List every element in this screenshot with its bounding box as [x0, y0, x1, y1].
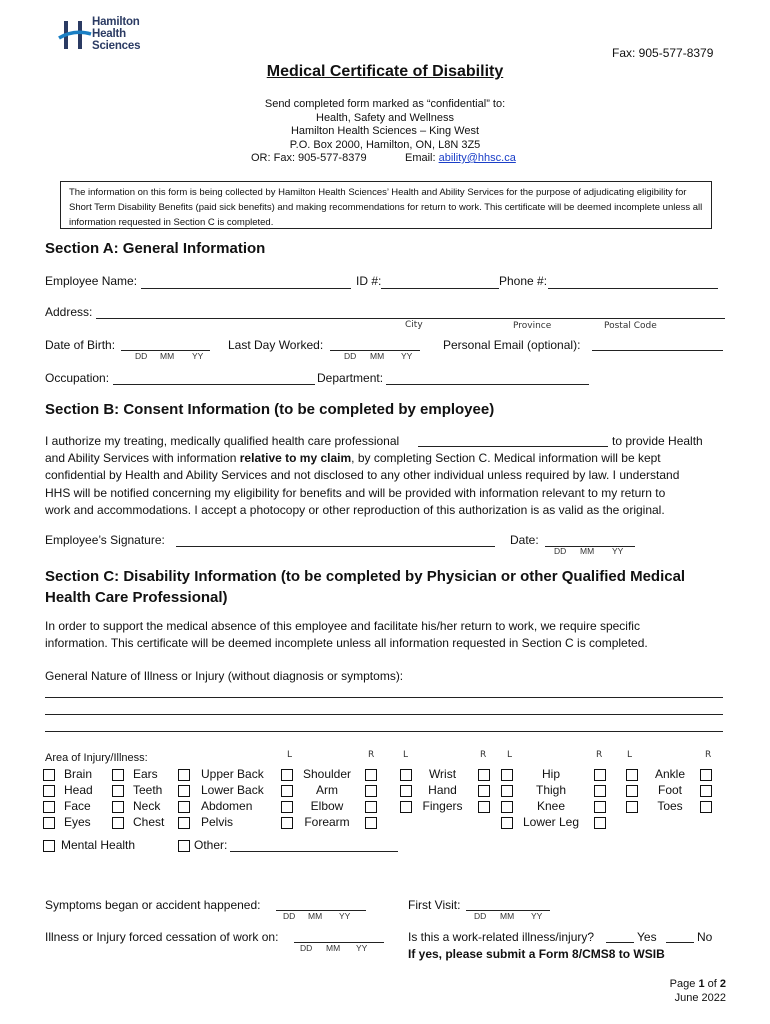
mental-health-label: Mental Health	[61, 838, 136, 852]
neck-label: Neck	[133, 799, 161, 813]
wrist-right-checkbox[interactable]	[478, 769, 490, 781]
send-address	[0, 98, 770, 152]
toes-label: Toes	[657, 799, 683, 813]
knee-label: Knee	[536, 799, 566, 813]
page-current: 1	[698, 978, 705, 990]
lower-leg-right-checkbox[interactable]	[594, 817, 606, 829]
first-visit-label: First Visit:	[408, 898, 461, 912]
ears-checkbox[interactable]	[112, 769, 124, 781]
hand-label: Hand	[428, 783, 457, 797]
cessation-mm: MM	[326, 943, 341, 953]
phone-label: Phone #:	[499, 274, 548, 288]
head-checkbox[interactable]	[43, 785, 55, 797]
consent-dd: DD	[554, 546, 567, 556]
occupation-field[interactable]	[113, 384, 315, 385]
lower-back-checkbox[interactable]	[178, 785, 190, 797]
send-line2: Health, Safety and Wellness	[316, 111, 454, 124]
section-c-intro2: information. This certificate will be deemed incomplete unless all information requested in Section C is completed.	[45, 636, 648, 650]
signature-field[interactable]	[176, 546, 495, 547]
page-number	[670, 978, 726, 990]
pelvis-label: Pelvis	[201, 815, 234, 829]
face-label: Face	[64, 799, 91, 813]
department-label: Department:	[317, 371, 384, 385]
dob-dd: DD	[135, 351, 148, 361]
consent-date-label: Date:	[510, 533, 539, 547]
section-b-title: Section B: Consent Information (to be completed by employee)	[45, 401, 495, 418]
abdomen-checkbox[interactable]	[178, 801, 190, 813]
foot-label: Foot	[657, 783, 682, 797]
teeth-checkbox[interactable]	[112, 785, 124, 797]
symptoms-dd: DD	[283, 911, 296, 921]
send-line4: P.O. Box 2000, Hamilton, ON, L8N 3Z5	[289, 138, 481, 151]
hip-right-checkbox[interactable]	[594, 769, 606, 781]
consent-p2c: , by completing Section C. Medical information will be kept	[351, 451, 661, 465]
page-of: of	[707, 978, 717, 990]
fingers-label: Fingers	[422, 799, 463, 813]
consent-yy: YY	[612, 546, 624, 556]
cessation-label: Illness or Injury forced cessation of work on:	[45, 930, 279, 944]
consent-mm: MM	[580, 546, 595, 556]
eyes-checkbox[interactable]	[43, 817, 55, 829]
consent-p1b: to provide Health	[612, 434, 703, 448]
employee-name-label: Employee Name:	[45, 274, 138, 288]
send-line1: Send completed form marked as “confidential” to:	[264, 98, 506, 110]
wrist-right-header: R	[480, 750, 487, 760]
toes-right-checkbox[interactable]	[700, 801, 712, 813]
arm-left-checkbox[interactable]	[281, 785, 293, 797]
chest-label: Chest	[133, 815, 165, 829]
ankle-right-checkbox[interactable]	[700, 769, 712, 781]
consent-p2a: and Ability Services with information	[45, 451, 237, 465]
ankle-left-checkbox[interactable]	[626, 769, 638, 781]
id-label: ID #:	[356, 274, 382, 288]
logo-line3: Sciences	[92, 40, 141, 52]
email-link[interactable]: ability@hhsc.ca	[438, 152, 516, 164]
last-day-dd: DD	[344, 351, 357, 361]
page-prefix: Page	[669, 978, 696, 990]
hip-right-header: R	[596, 750, 603, 760]
section-c-title-line1: Section C: Disability Information (to be completed by Physician or other Qualified Medical	[45, 568, 686, 585]
elbow-label: Elbow	[310, 799, 344, 813]
wsib-instruction: If yes, please submit a Form 8/CMS8 to WSIB	[408, 947, 665, 961]
work-related-no-label: No	[697, 930, 713, 944]
chest-checkbox[interactable]	[112, 817, 124, 829]
fingers-left-checkbox[interactable]	[400, 801, 412, 813]
lower-back-label: Lower Back	[201, 783, 264, 797]
shoulder-left-checkbox[interactable]	[281, 769, 293, 781]
area-label: Area of Injury/Illness:	[45, 752, 148, 764]
fax-number: Fax: 905-577-8379	[612, 46, 714, 60]
logo-line2: Health	[92, 28, 126, 40]
forearm-right-checkbox[interactable]	[365, 817, 377, 829]
occupation-label: Occupation:	[45, 371, 110, 385]
send-fax: OR: Fax: 905-577-8379	[251, 152, 367, 164]
section-c-title	[45, 566, 685, 608]
consent-p2-bold: relative to my claim	[239, 451, 352, 465]
other-field[interactable]	[230, 851, 398, 852]
wrist-left-header: L	[403, 750, 409, 760]
professional-name-field[interactable]	[418, 446, 608, 447]
consent-p5: work and accommodations. I accept a photocopy or other reproduction of this authorization is as valid as the original.	[45, 503, 665, 517]
email-label: Email:	[405, 152, 436, 164]
dob-label: Date of Birth:	[45, 338, 116, 352]
last-day-label: Last Day Worked:	[228, 338, 324, 352]
fingers-right-checkbox[interactable]	[478, 801, 490, 813]
consent-p4: HHS will be notified concerning my eligibility for benefits and will be provided with information relevant to my return to	[45, 486, 666, 500]
section-c-intro1: In order to support the medical absence of this employee and facilitate his/her return to work, we require specific	[45, 619, 640, 633]
dob-mm: MM	[160, 351, 175, 361]
elbow-right-checkbox[interactable]	[365, 801, 377, 813]
upper-back-label: Upper Back	[201, 767, 264, 781]
personal-email-label: Personal Email (optional):	[443, 338, 581, 352]
email-line	[405, 152, 516, 164]
logo-line1: Hamilton	[92, 16, 140, 28]
wrist-left-checkbox[interactable]	[400, 769, 412, 781]
consent-p3: confidential by Health and Ability Services and not disclosed to any other individual unless required by law. I understand	[45, 468, 680, 482]
forearm-left-checkbox[interactable]	[281, 817, 293, 829]
first-visit-yy: YY	[531, 911, 543, 921]
last-day-yy: YY	[401, 351, 413, 361]
eyes-label: Eyes	[64, 815, 91, 829]
hand-left-checkbox[interactable]	[400, 785, 412, 797]
send-line3: Hamilton Health Sciences – King West	[290, 125, 480, 137]
mental-health-checkbox[interactable]	[43, 840, 55, 852]
neck-checkbox[interactable]	[112, 801, 124, 813]
thigh-right-checkbox[interactable]	[594, 785, 606, 797]
knee-left-checkbox[interactable]	[501, 801, 513, 813]
cessation-dd: DD	[300, 943, 313, 953]
form-title: Medical Certificate of Disability	[266, 63, 504, 80]
general-nature-line1[interactable]	[45, 697, 723, 698]
employee-name-field[interactable]	[141, 288, 351, 289]
first-visit-dd: DD	[474, 911, 487, 921]
hip-left-checkbox[interactable]	[501, 769, 513, 781]
lower-leg-left-checkbox[interactable]	[501, 817, 513, 829]
work-related-no-field[interactable]	[666, 942, 694, 943]
work-related-label: Is this a work-related illness/injury?	[408, 930, 595, 944]
symptoms-label: Symptoms began or accident happened:	[45, 898, 261, 912]
address-label: Address:	[45, 305, 93, 319]
shoulder-left-header: L	[287, 750, 293, 760]
symptoms-mm: MM	[308, 911, 323, 921]
consent-p1a: I authorize my treating, medically qualified health care professional	[45, 434, 400, 448]
hhs-logo	[58, 17, 158, 55]
head-label: Head	[64, 783, 93, 797]
hip-left-header: L	[507, 750, 513, 760]
hand-right-checkbox[interactable]	[478, 785, 490, 797]
general-nature-line2[interactable]	[45, 714, 723, 715]
department-field[interactable]	[386, 384, 589, 385]
first-visit-mm: MM	[500, 911, 515, 921]
knee-right-checkbox[interactable]	[594, 801, 606, 813]
dob-yy: YY	[192, 351, 204, 361]
thigh-left-checkbox[interactable]	[501, 785, 513, 797]
shoulder-label: Shoulder	[302, 767, 352, 781]
signature-label: Employee’s Signature:	[45, 533, 165, 547]
pelvis-checkbox[interactable]	[178, 817, 190, 829]
thigh-label: Thigh	[535, 783, 567, 797]
postal-caption: Postal Code	[604, 321, 657, 331]
address-field[interactable]	[96, 318, 725, 319]
section-a-title: Section A: General Information	[45, 240, 266, 257]
brain-label: Brain	[64, 767, 93, 781]
shoulder-right-checkbox[interactable]	[365, 769, 377, 781]
ankle-right-header: R	[705, 750, 712, 760]
general-nature-line3[interactable]	[45, 731, 723, 732]
toes-left-checkbox[interactable]	[626, 801, 638, 813]
ears-label: Ears	[133, 767, 158, 781]
foot-right-checkbox[interactable]	[700, 785, 712, 797]
section-c-title-line2: Health Care Professional)	[45, 589, 228, 606]
page-total: 2	[719, 978, 726, 990]
arm-right-checkbox[interactable]	[365, 785, 377, 797]
personal-email-field[interactable]	[592, 350, 723, 351]
other-checkbox[interactable]	[178, 840, 190, 852]
brain-checkbox[interactable]	[43, 769, 55, 781]
phone-field[interactable]	[548, 288, 718, 289]
cessation-yy: YY	[356, 943, 368, 953]
elbow-left-checkbox[interactable]	[281, 801, 293, 813]
general-nature-label: General Nature of Illness or Injury (without diagnosis or symptoms):	[45, 669, 404, 683]
last-day-mm: MM	[370, 351, 385, 361]
province-caption: Province	[513, 321, 552, 331]
id-field[interactable]	[381, 288, 499, 289]
work-related-yes-field[interactable]	[606, 942, 634, 943]
upper-back-checkbox[interactable]	[178, 769, 190, 781]
other-label: Other:	[194, 838, 228, 852]
ankle-label: Ankle	[654, 767, 686, 781]
hip-label: Hip	[541, 767, 560, 781]
foot-left-checkbox[interactable]	[626, 785, 638, 797]
wrist-label: Wrist	[428, 767, 457, 781]
arm-label: Arm	[316, 783, 338, 797]
ankle-left-header: L	[627, 750, 633, 760]
abdomen-label: Abdomen	[201, 799, 253, 813]
form-date: June 2022	[674, 992, 726, 1004]
consent-p2	[45, 451, 661, 465]
symptoms-yy: YY	[339, 911, 351, 921]
lower-leg-label: Lower Leg	[522, 815, 580, 829]
work-related-yes-label: Yes	[637, 930, 657, 944]
privacy-notice: The information on this form is being collected by Hamilton Health Sciences’ Health and Ability Services for the purpose of adjudicating eligibility for Short Term Disability Benefits (paid sick benefits) and making recommendations for return to work. This certificate will be deemed incomplete unless all information requested in Section C is completed.	[60, 181, 712, 229]
city-caption: City	[405, 320, 423, 330]
face-checkbox[interactable]	[43, 801, 55, 813]
shoulder-right-header: R	[368, 750, 375, 760]
teeth-label: Teeth	[133, 783, 163, 797]
forearm-label: Forearm	[304, 815, 350, 829]
hhs-logo-mark-icon	[58, 19, 92, 53]
